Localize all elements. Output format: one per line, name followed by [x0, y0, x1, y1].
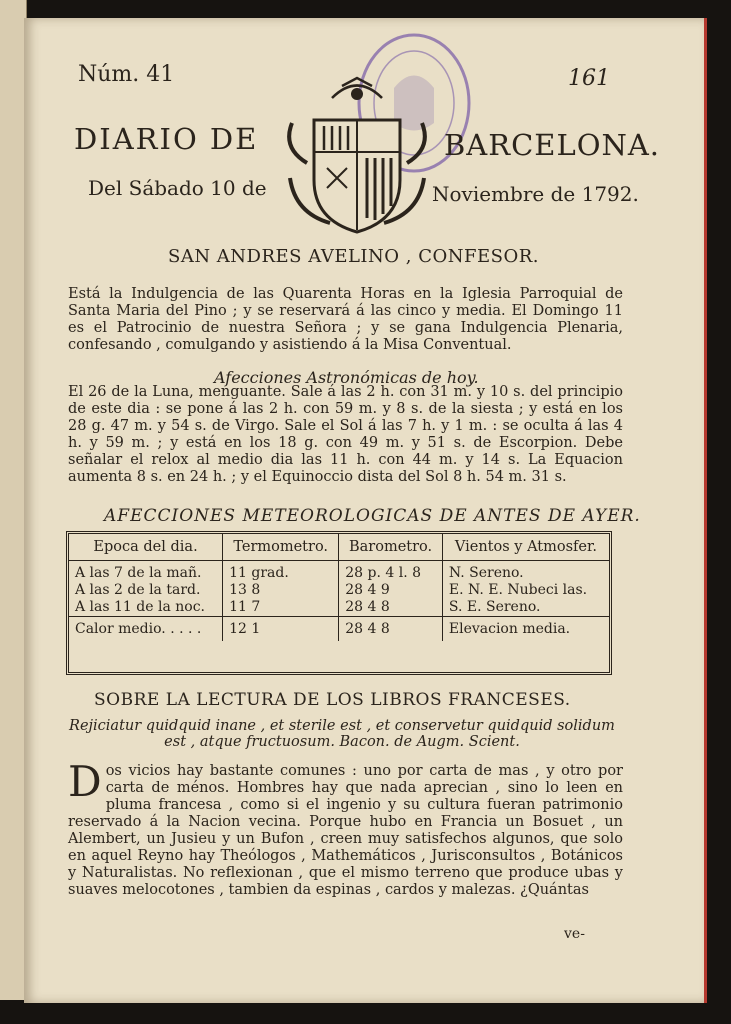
table-row: A las 7 de la mañ. 11 grad. 28 p. 4 l. 8 N. Sereno.	[69, 561, 609, 583]
page-number: 161	[568, 66, 610, 91]
title-diario: DIARIO DE	[74, 122, 259, 156]
saint-heading: SAN ANDRES AVELINO , CONFESOR.	[168, 246, 539, 267]
left-page-edge	[0, 0, 27, 1000]
col-termometro: Termometro.	[223, 534, 339, 561]
col-vientos: Vientos y Atmosfer.	[442, 534, 609, 561]
astro-heading: Afecciones Astronómicas de hoy.	[214, 368, 479, 387]
issue-number: Núm. 41	[78, 62, 175, 87]
article-body	[68, 757, 623, 899]
table-row-mean: Calor medio. . . . . 12 1 28 4 8 Elevacion media.	[69, 617, 609, 642]
table-row: A las 11 de la noc. 11 7 28 4 8 S. E. Sereno.	[69, 599, 609, 617]
weather-table	[66, 531, 612, 675]
date-weekday: Del Sábado 10 de	[88, 176, 267, 200]
astro-paragraph: El 26 de la Luna, menguante. Sale á las 2 h. con 31 m. y 10 s. del principio de este dia : se pone á las 2 h. con 59 m. y 8 s. de la siesta ; y está en los 28 g. 47 m. y 54 s. de Virgo. Sale el Sol á las 7 h. y 1 m. : se oculta á las 4 h. y 59 m. ; y está en los 18 g. con 49 m. y 51 s. de Escorpion. Debe señalar el relox al medio dia las 11 h. con 44 m. y 14 s. La Equacion aumenta 8 s. en 24 h. ; y el Equinoccio dista del Sol 8 h. 54 m. 31 s.	[68, 384, 623, 485]
indulgence-paragraph: Está la Indulgencia de las Quarenta Horas en la Iglesia Parroquial de Santa Maria del Pino ; y se reservará á las cinco y media. El Domingo 11 es el Patrocinio de nuestra Señora ; y se gana Indulgencia Plenaria, confesando , comulgando y asistiendo á la Misa Conventual.	[68, 286, 623, 353]
barcelona-crest-icon	[272, 68, 442, 238]
catchword: ve-	[564, 926, 585, 942]
col-epoca: Epoca del dia.	[69, 534, 223, 561]
table-row: A las 2 de la tard. 13 8 28 4 9 E. N. E. Nubeci las.	[69, 582, 609, 599]
article-heading: SOBRE LA LECTURA DE LOS LIBROS FRANCESES.	[94, 690, 571, 710]
date-month-year: Noviembre de 1792.	[432, 182, 639, 206]
drop-cap: D	[68, 757, 102, 806]
article-body-text: os vicios hay bastante comunes : uno por carta de mas , y otro por carta de ménos. Hombres hay que nada aprecian , sino lo leen en pluma francesa , como si el ingenio y su cultura fueran patrimonio reservado á la Nacion vecina. Porque hubo en Francia un Bosuet , un Alembert, un Jusieu y un Bufon , creen muy satisfechos algunos, que solo en aquel Reyno hay Theólogos , Mathemáticos , Jurisconsultos , Botánicos y Naturalistas. No reflexionan , que el mismo terreno que produce ubas y suaves melocotones , tambien da espinas , cardos y malezas. ¿Quántas	[68, 763, 623, 898]
article-epigraph: Rejiciatur quidquid inane , et sterile est , et conservetur quidquid solidum est , atque fructuosum. Bacon. de Augm. Scient.	[69, 718, 615, 750]
title-barcelona: BARCELONA.	[444, 128, 661, 162]
col-barometro: Barometro.	[339, 534, 443, 561]
newspaper-page	[24, 18, 707, 1003]
meteo-heading: AFECCIONES METEOROLOGICAS DE ANTES DE AYER.	[104, 506, 641, 526]
